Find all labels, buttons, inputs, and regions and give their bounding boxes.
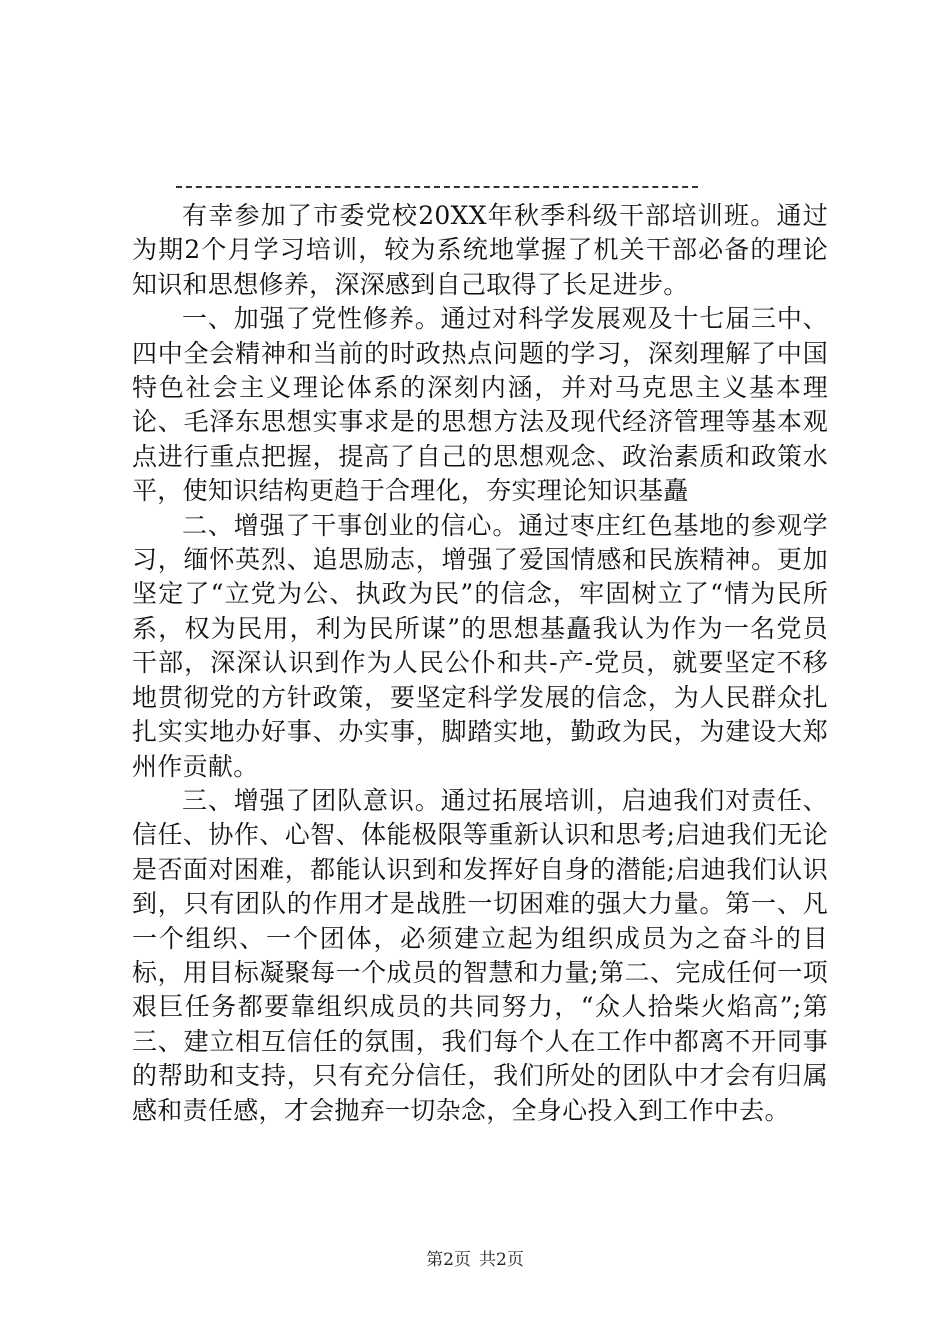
header-separator bbox=[176, 186, 698, 188]
document-body bbox=[132, 199, 828, 1128]
section-two-paragraph: 二、增强了干事创业的信心。通过枣庄红色基地的参观学习，缅怀英烈、追思励志，增强了爱国情感和民族精神。更加坚定了“立党为公、执政为民”的信念，牢固树立了“情为民所系，权为民用，利为民所谋”的思想基矗我认为作为一名党员干部，深深认识到作为人民公仆和共-产-党员，就要坚定不移地贯彻党的方针政策，要坚定科学发展的信念，为人民群众扎扎实实地办好事、办实事，脚踏实地，勤政为民，为建设大郑州作贡献。 bbox=[132, 510, 828, 781]
section-three-paragraph: 三、增强了团队意识。通过拓展培训，启迪我们对责任、信任、协作、心智、体能极限等重新认识和思考;启迪我们无论是否面对困难，都能认识到和发挥好自身的潜能;启迪我们认识到，只有团队的作用才是战胜一切困难的强大力量。第一、凡一个组织、一个团体，必须建立起为组织成员为之奋斗的目标，用目标凝聚每一个成员的智慧和力量;第二、完成任何一项艰巨任务都要靠组织成员的共同努力，“众人拾柴火焰高”;第三、建立相互信任的氛围，我们每个人在工作中都离不开同事的帮助和支持，只有充分信任，我们所处的团队中才会有归属感和责任感，才会抛弃一切杂念，全身心投入到工作中去。 bbox=[132, 785, 828, 1125]
page-number: 第2页 bbox=[426, 1250, 471, 1270]
page-footer bbox=[0, 1245, 950, 1270]
total-pages: 共2页 bbox=[479, 1250, 524, 1270]
section-one-paragraph: 一、加强了党性修养。通过对科学发展观及十七届三中、四中全会精神和当前的时政热点问题的学习，深刻理解了中国特色社会主义理论体系的深刻内涵，并对马克思主义基本理论、毛泽东思想实事求是的思想方法及现代经济管理等基本观点进行重点把握，提高了自己的思想观念、政治素质和政策水平，使知识结构更趋于合理化，夯实理论知识基矗 bbox=[132, 304, 828, 506]
intro-paragraph: 有幸参加了市委党校20XX年秋季科级干部培训班。通过为期2个月学习培训，较为系统地掌握了机关干部必备的理论知识和思想修养，深深感到自己取得了长足进步。 bbox=[132, 201, 828, 299]
